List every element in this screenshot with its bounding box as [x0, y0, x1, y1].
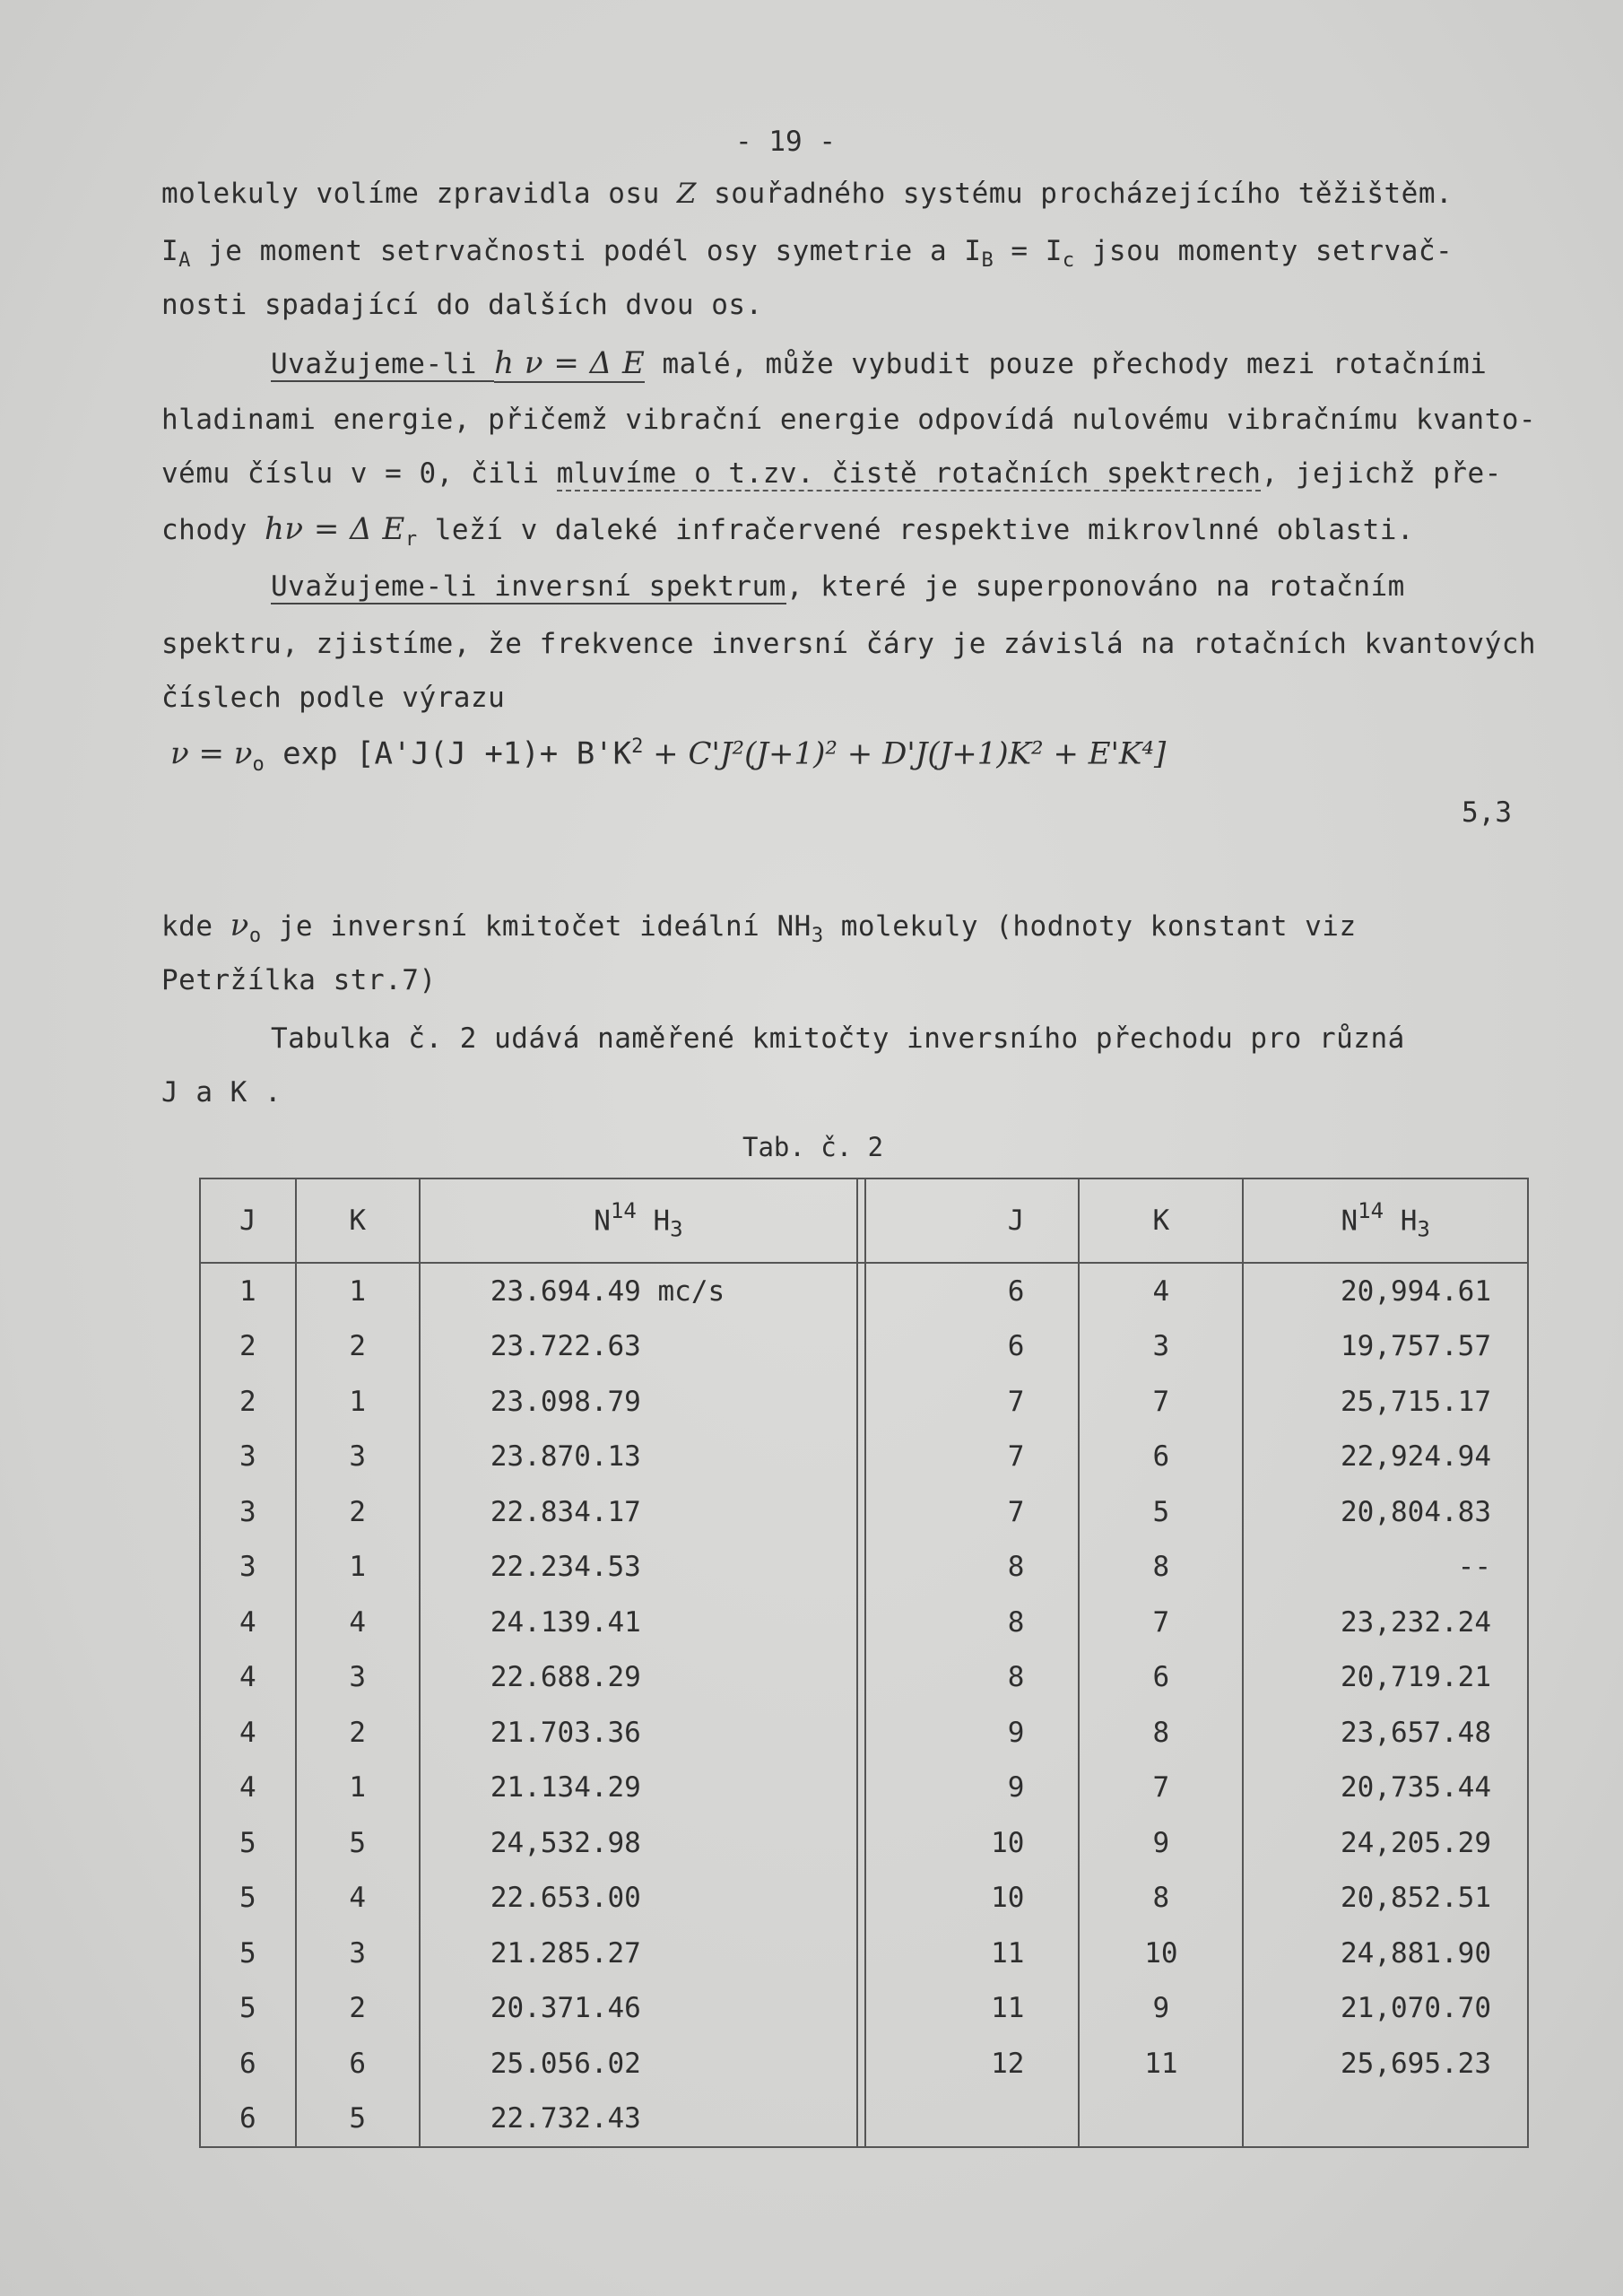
superscript: 14 — [1358, 1197, 1384, 1223]
cell-j: 5 — [200, 1815, 296, 1871]
table-row — [200, 1319, 1528, 1375]
handwritten-symbol: ν — [230, 908, 249, 944]
formula-part: ν = ν — [170, 735, 253, 772]
cell-k: 5 — [296, 1815, 420, 1871]
text-line: hladinami energie, přičemž vibrační energie odpovídá nulovému vibračnímu kvanto- — [161, 404, 1537, 436]
page-number: - 19 - — [735, 126, 836, 158]
table-row — [200, 2036, 1528, 2092]
cell-k: 7 — [1079, 1374, 1243, 1430]
cell-frequency: 20,804.83 — [1341, 1495, 1491, 1528]
text-line: číslech podle výrazu — [161, 682, 506, 714]
cell-j: 5 — [200, 1981, 296, 2037]
column-separator — [857, 1374, 865, 1430]
cell-j: 6 — [865, 1263, 1079, 1319]
cell-k: 5 — [1079, 1484, 1243, 1540]
cell-k: 2 — [296, 1484, 420, 1540]
text-line — [161, 511, 1414, 551]
cell-frequency: 25,715.17 — [1341, 1385, 1491, 1418]
cell-j: 6 — [200, 2092, 296, 2148]
underlined-text: Uvažujeme-li — [271, 348, 495, 380]
column-separator — [857, 1705, 865, 1761]
frequency-table — [199, 1178, 1529, 2148]
cell-j: 4 — [200, 1705, 296, 1761]
header-h: H — [1400, 1205, 1418, 1238]
subscript: r — [404, 528, 418, 552]
cell-k: 5 — [296, 2092, 420, 2148]
cell-j: 4 — [200, 1761, 296, 1816]
cell-j: 9 — [865, 1761, 1079, 1816]
cell-k: 1 — [296, 1374, 420, 1430]
cell-k: 8 — [1079, 1871, 1243, 1926]
cell-frequency: 22,924.94 — [1341, 1440, 1491, 1474]
cell-j: 3 — [200, 1540, 296, 1596]
cell-j: 4 — [200, 1595, 296, 1650]
superscript: 2 — [631, 735, 644, 758]
cell-k: 11 — [1079, 2036, 1243, 2092]
cell-j: 9 — [865, 1705, 1079, 1761]
text-line: Petržílka str.7) — [161, 964, 437, 996]
cell-frequency: 24,532.98 — [490, 1826, 641, 1859]
cell-frequency: 21.703.36 — [490, 1716, 641, 1749]
cell-k: 1 — [296, 1761, 420, 1816]
column-separator — [857, 1595, 865, 1650]
text-line: spektru, zjistíme, že frekvence inversní čáry je závislá na rotačních kvantových — [161, 628, 1537, 660]
cell-frequency: 22.834.17 — [490, 1495, 641, 1528]
cell-frequency: 20,852.51 — [1341, 1882, 1491, 1915]
table-row — [200, 1374, 1528, 1430]
table-title: Tab. č. 2 — [742, 1132, 884, 1162]
cell-j: 5 — [200, 1871, 296, 1926]
text-line — [161, 908, 1357, 947]
text-line: J a K . — [161, 1076, 282, 1109]
cell-frequency: 21,070.70 — [1341, 1992, 1491, 2025]
header-n: N — [1341, 1205, 1358, 1238]
cell-k: 8 — [1079, 1540, 1243, 1596]
cell-k: 3 — [296, 1430, 420, 1485]
axis-symbol: Z — [676, 178, 697, 210]
header-nh3 — [420, 1178, 857, 1263]
table-row — [200, 2092, 1528, 2148]
subscript: B — [981, 249, 994, 273]
cell-j: 11 — [865, 1981, 1079, 2037]
text-span: , jejichž pře- — [1261, 457, 1502, 490]
cell-frequency: 25,695.23 — [1341, 2047, 1491, 2080]
header-k: K — [1079, 1178, 1243, 1263]
text-line: nosti spadající do dalších dvou os. — [161, 289, 763, 321]
column-separator — [857, 1430, 865, 1485]
column-separator — [857, 1319, 865, 1375]
column-separator — [857, 1263, 865, 1319]
text-span: kde — [161, 910, 230, 943]
subscript: A — [178, 249, 191, 273]
column-separator — [857, 1650, 865, 1706]
text-span: vému číslu v = 0, čili — [161, 457, 557, 490]
cell-k: 4 — [1079, 1263, 1243, 1319]
text-span: je inversní kmitočet ideální NH — [261, 910, 812, 943]
table-row — [200, 1595, 1528, 1650]
cell-k — [1079, 2092, 1243, 2148]
equation-number: 5,3 — [1462, 796, 1512, 829]
cell-k: 10 — [1079, 1926, 1243, 1981]
table-row — [200, 1761, 1528, 1816]
table-row — [200, 1484, 1528, 1540]
table-row — [200, 1981, 1528, 2037]
text-line — [161, 178, 1453, 210]
cell-j: 8 — [865, 1540, 1079, 1596]
cell-j: 2 — [200, 1374, 296, 1430]
cell-frequency: 24.139.41 — [490, 1605, 641, 1639]
cell-k: 9 — [1079, 1815, 1243, 1871]
column-separator — [857, 1540, 865, 1596]
cell-frequency: 20,735.44 — [1341, 1771, 1491, 1805]
cell-j: 2 — [200, 1319, 296, 1375]
cell-j: 6 — [200, 2036, 296, 2092]
cell-k: 1 — [296, 1263, 420, 1319]
text-span: chody — [161, 514, 265, 546]
cell-frequency: 20,994.61 — [1341, 1274, 1491, 1308]
cell-j: 3 — [200, 1484, 296, 1540]
cell-k: 7 — [1079, 1761, 1243, 1816]
cell-j: 10 — [865, 1871, 1079, 1926]
cell-k: 3 — [296, 1926, 420, 1981]
cell-k: 4 — [296, 1595, 420, 1650]
cell-k: 6 — [1079, 1430, 1243, 1485]
handwritten-formula: h ν = Δ E — [494, 345, 646, 381]
text-span: souřadného systému procházejícího těžištěm. — [696, 178, 1454, 210]
cell-frequency: 23.722.63 — [490, 1330, 641, 1363]
column-separator — [857, 1926, 865, 1981]
subscript: 3 — [811, 925, 824, 948]
cell-j: 10 — [865, 1815, 1079, 1871]
cell-k: 6 — [1079, 1650, 1243, 1706]
cell-frequency: 23,657.48 — [1341, 1716, 1491, 1749]
table-row — [200, 1926, 1528, 1981]
cell-j: 7 — [865, 1484, 1079, 1540]
cell-frequency: 20.371.46 — [490, 1992, 641, 2025]
superscript: 14 — [610, 1197, 637, 1223]
text-line — [161, 457, 1502, 490]
cell-k: 3 — [296, 1650, 420, 1706]
cell-j: 3 — [200, 1430, 296, 1485]
cell-k: 7 — [1079, 1595, 1243, 1650]
header-j: J — [865, 1178, 1079, 1263]
cell-j: 8 — [865, 1650, 1079, 1706]
cell-frequency: 22.653.00 — [490, 1882, 641, 1915]
cell-j: 1 — [200, 1263, 296, 1319]
formula — [170, 735, 1166, 776]
column-separator — [857, 1178, 865, 1263]
cell-frequency: 19,757.57 — [1341, 1330, 1491, 1363]
table-row — [200, 1263, 1528, 1319]
table-row — [200, 1650, 1528, 1706]
subscript: 3 — [1417, 1216, 1430, 1242]
cell-j: 12 — [865, 2036, 1079, 2092]
cell-j: 6 — [865, 1319, 1079, 1375]
column-separator — [857, 1871, 865, 1926]
cell-frequency: 23,232.24 — [1341, 1605, 1491, 1639]
cell-frequency: 22.732.43 — [490, 2102, 641, 2135]
cell-k: 3 — [1079, 1319, 1243, 1375]
underlined-text: mluvíme o t.zv. čistě rotačních spektrech — [556, 457, 1262, 490]
cell-frequency: 24,205.29 — [1341, 1826, 1491, 1859]
header-k: K — [296, 1178, 420, 1263]
column-separator — [857, 1815, 865, 1871]
cell-frequency: 23.694.49 mc/s — [490, 1274, 725, 1308]
underlined-text: Uvažujeme-li inversní spektrum — [271, 570, 786, 603]
cell-k: 4 — [296, 1871, 420, 1926]
cell-frequency: -- — [1457, 1551, 1491, 1584]
text-span: leží v daleké infračervené respektive mikrovlnné oblasti. — [417, 514, 1415, 546]
text-span: je moment setrvačnosti podél osy symetrie a I — [190, 235, 982, 267]
cell-j: 7 — [865, 1430, 1079, 1485]
text-span: jsou momenty setrvač- — [1074, 235, 1454, 267]
cell-frequency: 21.134.29 — [490, 1771, 641, 1805]
cell-j: 11 — [865, 1926, 1079, 1981]
cell-j: 8 — [865, 1595, 1079, 1650]
cell-frequency: 22.234.53 — [490, 1551, 641, 1584]
table-row — [200, 1871, 1528, 1926]
table-row — [200, 1705, 1528, 1761]
column-separator — [857, 1981, 865, 2037]
text-span: molekuly (hodnoty konstant viz — [823, 910, 1357, 943]
cell-j: 7 — [865, 1374, 1079, 1430]
cell-j — [865, 2092, 1079, 2148]
text-line — [161, 235, 1453, 272]
cell-j: 5 — [200, 1926, 296, 1981]
text-span: molekuly volíme zpravidla osu — [161, 178, 677, 210]
formula-part: + C'J²(J+1)² + D'J(J+1)K² + E'K⁴] — [643, 735, 1167, 772]
column-separator — [857, 2092, 865, 2148]
cell-k: 2 — [296, 1319, 420, 1375]
cell-frequency: 22.688.29 — [490, 1661, 641, 1694]
subscript: 3 — [670, 1216, 683, 1242]
table-row — [200, 1815, 1528, 1871]
text-span: , které je superponováno na rotačním — [785, 570, 1405, 603]
cell-frequency: 20,719.21 — [1341, 1661, 1491, 1694]
cell-frequency: 24,881.90 — [1341, 1936, 1491, 1970]
subscript: o — [252, 753, 265, 777]
cell-frequency: 23.098.79 — [490, 1385, 641, 1418]
text-span: malé, může vybudit pouze přechody mezi rotačními — [645, 348, 1488, 380]
column-separator — [857, 2036, 865, 2092]
column-separator — [857, 1484, 865, 1540]
table-header-row — [200, 1178, 1528, 1263]
text-line — [271, 345, 1487, 381]
cell-frequency — [1243, 2092, 1528, 2148]
cell-frequency: 21.285.27 — [490, 1936, 641, 1970]
cell-k: 9 — [1079, 1981, 1243, 2037]
table-row — [200, 1540, 1528, 1596]
cell-k: 2 — [296, 1981, 420, 2037]
formula-part: exp [A'J(J +1)+ B'K — [264, 735, 632, 772]
cell-k: 6 — [296, 2036, 420, 2092]
text-span: = I — [994, 235, 1063, 267]
handwritten-formula: hν = Δ E — [264, 511, 405, 547]
text-line — [271, 570, 1405, 603]
cell-k: 8 — [1079, 1705, 1243, 1761]
subscript: c — [1062, 249, 1075, 273]
cell-frequency: 25.056.02 — [490, 2047, 641, 2080]
header-n: N — [594, 1205, 611, 1238]
table-row — [200, 1430, 1528, 1485]
table-body — [200, 1263, 1528, 2147]
header-j: J — [200, 1178, 296, 1263]
header-nh3 — [1243, 1178, 1528, 1263]
text-span: I — [161, 235, 179, 267]
column-separator — [857, 1761, 865, 1816]
subscript: o — [248, 925, 262, 948]
cell-frequency: 23.870.13 — [490, 1440, 641, 1474]
cell-k: 2 — [296, 1705, 420, 1761]
text-line: Tabulka č. 2 udává naměřené kmitočty inversního přechodu pro různá — [271, 1022, 1405, 1055]
header-h: H — [653, 1205, 671, 1238]
cell-j: 4 — [200, 1650, 296, 1706]
cell-k: 1 — [296, 1540, 420, 1596]
